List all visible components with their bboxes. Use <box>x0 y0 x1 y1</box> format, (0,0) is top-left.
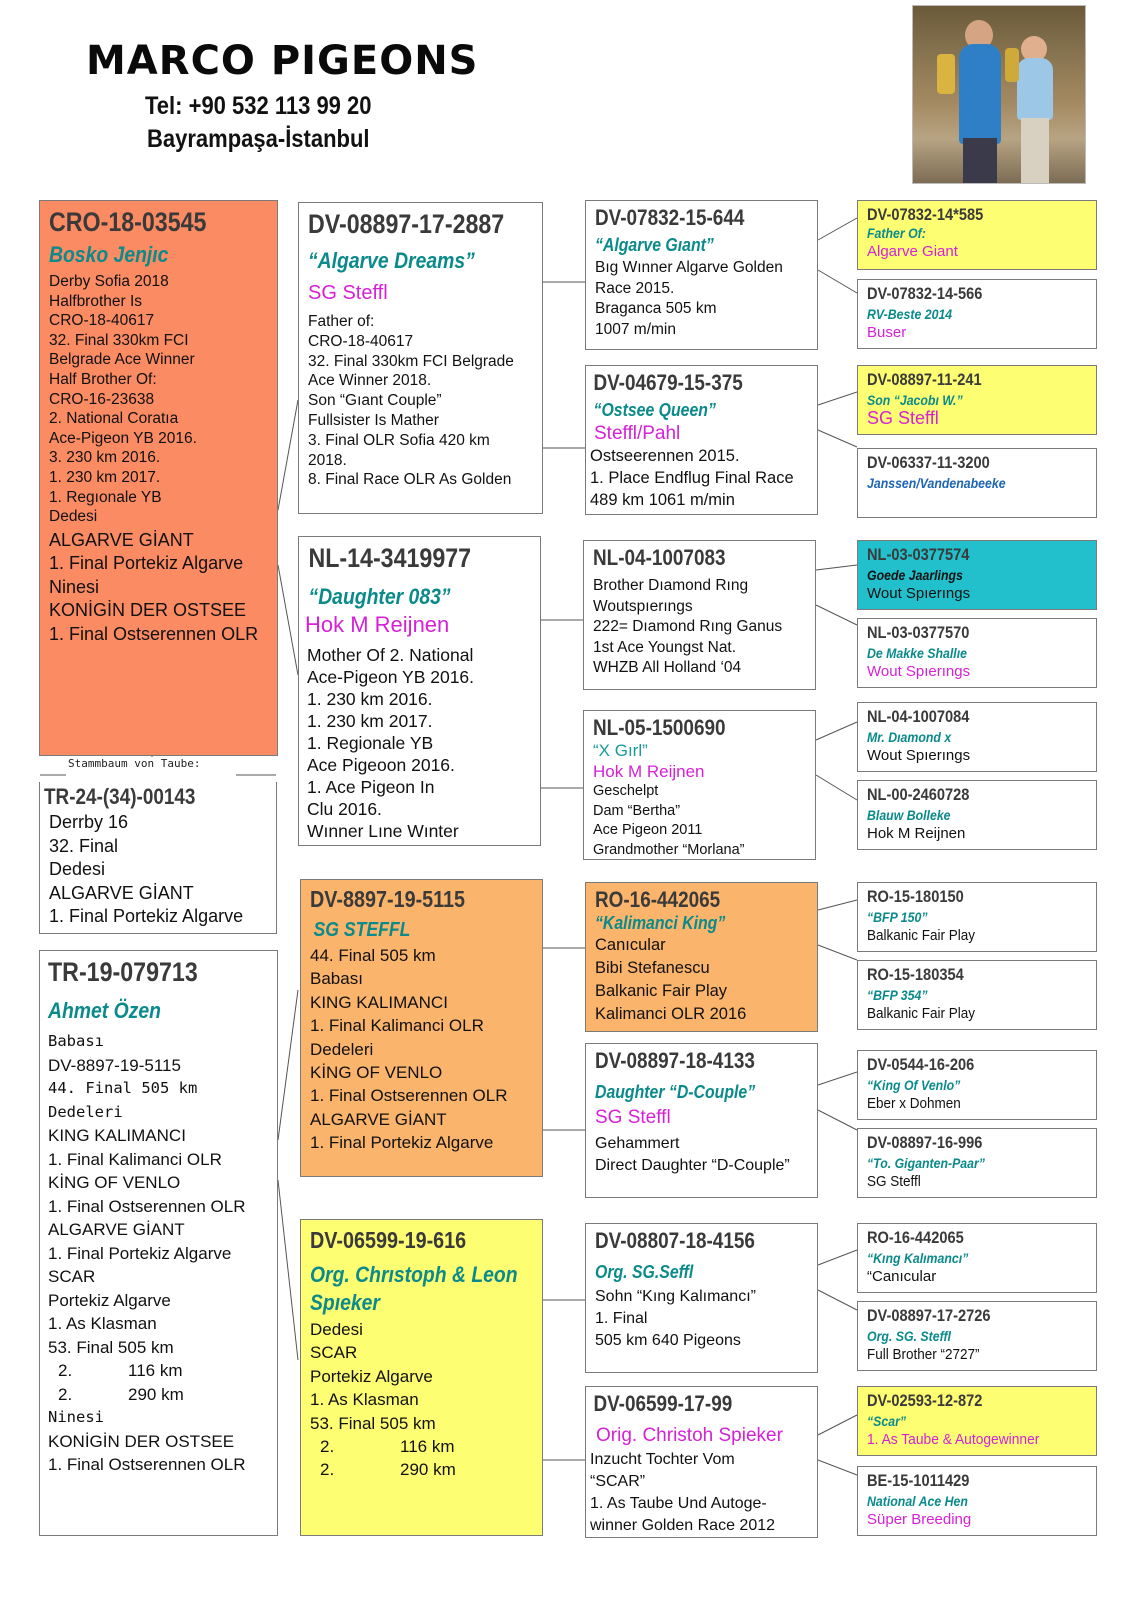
detail-line: KING KALIMANCI <box>48 1126 186 1145</box>
g2-details <box>595 1286 809 1352</box>
detail-line: 1. Place Endflug Final Race <box>590 469 794 487</box>
g2-box-8 <box>585 1386 818 1538</box>
detail-line: 1. Final Kalimanci OLR <box>310 1016 484 1036</box>
g3-ring: BE-15-1011429 <box>867 1471 970 1490</box>
result-row <box>310 1458 534 1481</box>
detail-line: KİNG OF VENLO <box>48 1173 181 1192</box>
g2-name: “X Gırl” <box>593 741 648 760</box>
detail-line: Clu 2016. <box>307 799 382 819</box>
detail-line: KİNG OF VENLO <box>310 1063 443 1083</box>
detail-line: KONİGİN DER OSTSEE <box>49 600 247 621</box>
g3-sub: Eber x Dohmen <box>867 1095 961 1112</box>
g2-ring: NL-04-1007083 <box>593 545 726 570</box>
distance: 290 km <box>400 1460 456 1480</box>
g2-details <box>595 258 809 340</box>
g3-ring: NL-03-0377570 <box>867 623 970 642</box>
g2-box-7 <box>585 1223 818 1373</box>
detail-line: 53. Final 505 km <box>310 1413 436 1433</box>
detail-line: Dedesi <box>310 1320 363 1339</box>
subject-details-2 <box>49 529 269 647</box>
page-title: MARCO PIGEONS <box>86 38 479 84</box>
sire-details <box>308 312 534 490</box>
detail-line: 1. 230 km 2017. <box>307 711 433 731</box>
g2-ring: RO-16-442065 <box>595 887 721 912</box>
detail-line: SCAR <box>310 1343 358 1363</box>
g3-ring: NL-03-0377574 <box>867 545 970 564</box>
sire2-ring: DV-8897-19-5115 <box>310 886 466 912</box>
g3-ring: DV-06337-11-3200 <box>867 453 990 472</box>
g3-name: “To. Giganten-Paar” <box>867 1155 985 1171</box>
rank: 2. <box>320 1460 335 1480</box>
g3-ring: RO-15-180150 <box>867 887 964 906</box>
detail-line: Race 2015. <box>595 279 675 297</box>
detail-line: Ninesi <box>49 576 100 597</box>
stammbaum-label: Stammbaum von Taube: <box>68 757 201 770</box>
detail-line: ALGARVE GİANT <box>48 1220 185 1239</box>
g3-box-8 <box>857 780 1097 850</box>
g3-name: Mr. Dıamond x <box>867 729 952 745</box>
detail-line: 1. Final Ostserennen OLR <box>48 1196 246 1216</box>
sire2-details <box>310 944 534 1155</box>
g2-breeder: Hok M Reijnen <box>593 762 705 781</box>
g3-sub: Wout Spıerıngs <box>867 747 971 764</box>
distance: 116 km <box>128 1361 183 1380</box>
g3-sub: SG Steffl <box>867 1173 921 1190</box>
g3-sub: Buser <box>867 324 907 341</box>
detail-line: Mother Of 2. National <box>307 645 474 665</box>
g2-details <box>590 445 809 511</box>
detail-line: Son “Gıant Couple” <box>308 392 442 410</box>
detail-line: 1. Final Ostserennen OLR <box>49 623 259 644</box>
detail-line: Kalimanci OLR 2016 <box>595 1005 747 1023</box>
g3-name: “King Of Venlo” <box>867 1077 961 1093</box>
g3-box-15 <box>857 1386 1097 1456</box>
g3-box-6 <box>857 618 1097 688</box>
detail-line: Belgrade Ace Winner <box>49 351 195 369</box>
detail-line: Derby Sofia 2018 <box>49 273 169 290</box>
dam-details <box>305 644 532 842</box>
g3-ring: RO-15-180354 <box>867 965 964 984</box>
g3-box-2 <box>857 279 1097 349</box>
detail-line: Grandmother “Morlana” <box>593 841 745 858</box>
g2-box-3 <box>583 540 816 690</box>
dam2-name-line1: Org. Chrıstoph & Leon <box>310 1262 518 1287</box>
g3-sub: Hok M Reijnen <box>867 825 966 842</box>
g3-box-3 <box>857 365 1097 435</box>
detail-line: Ace Winner 2018. <box>308 372 432 390</box>
detail-line: 2. National Coratıa <box>49 410 179 428</box>
detail-line: Gehammert <box>595 1135 680 1152</box>
detail-line: Portekiz Algarve <box>48 1290 171 1310</box>
g3-name: Janssen/Vandenabeeke <box>867 475 1006 491</box>
detail-line: 1. Regionale YB <box>307 733 434 753</box>
sire-name: “Algarve Dreams” <box>308 248 475 273</box>
g3-ring: RO-16-442065 <box>867 1228 964 1247</box>
g2-name: “Algarve Gıant” <box>595 235 714 255</box>
g3-box-11 <box>857 1050 1097 1120</box>
detail-line: 8. Final Race OLR As Golden <box>308 471 512 489</box>
detail-line: DV-8897-19-5115 <box>48 1055 181 1075</box>
detail-line: 1. Final Ostserennen OLR <box>310 1086 508 1106</box>
dam2-ring: DV-06599-19-616 <box>310 1227 467 1253</box>
g2-ring: DV-08807-18-4156 <box>595 1228 755 1253</box>
sire-box <box>298 202 543 514</box>
rank: 2. <box>320 1437 335 1457</box>
g3-name: “BFP 354” <box>867 987 928 1003</box>
rank: 2. <box>58 1361 73 1380</box>
detail-line: Ace-Pigeon YB 2016. <box>307 667 475 687</box>
detail-line: Brother Dıamond Rıng <box>593 577 749 594</box>
detail-line: Ace Pigeon 2011 <box>593 822 703 838</box>
g2-box-6 <box>585 1043 818 1198</box>
g2-ring: DV-04679-15-375 <box>593 370 743 395</box>
g3-name: “BFP 150” <box>867 909 928 925</box>
g2-ring: NL-05-1500690 <box>593 715 726 740</box>
distance: 116 km <box>400 1437 455 1457</box>
detail-line: KING KALIMANCI <box>310 992 448 1012</box>
sire2-box <box>300 879 543 1177</box>
detail-line: Ninesi <box>48 1408 104 1426</box>
detail-line: ALGARVE GİANT <box>49 529 194 550</box>
g2-name: “Ostsee Queen” <box>593 400 716 420</box>
detail-line: 222= Dıamond Rıng Ganus <box>593 618 783 635</box>
g2-details <box>593 782 807 860</box>
g3-sub: SG Steffl <box>867 408 939 428</box>
rank: 2. <box>58 1384 73 1404</box>
g3-sub: Süper Breeding <box>867 1511 972 1528</box>
dam-main-ring: TR-19-079713 <box>48 957 198 987</box>
g2-box-4 <box>583 710 816 860</box>
g2-name: “Kalimanci King” <box>595 913 726 933</box>
detail-line: Half Brother Of: <box>49 370 157 388</box>
g3-ring: NL-04-1007084 <box>867 707 970 726</box>
subject-box <box>39 200 278 756</box>
detail-line: SCAR <box>48 1267 96 1286</box>
detail-line: 3. Final OLR Sofia 420 km <box>308 431 490 449</box>
detail-line: Balkanic Fair Play <box>595 982 728 1000</box>
detail-line: 489 km 1061 m/min <box>590 491 735 509</box>
dam2-name-line2: Spıeker <box>310 1290 380 1315</box>
g3-box-10 <box>857 960 1097 1030</box>
detail-line: Father of: <box>308 313 375 330</box>
detail-line: 3. 230 km 2016. <box>49 449 161 467</box>
g2-details <box>595 934 809 1026</box>
g3-ring: DV-07832-14-566 <box>867 284 983 303</box>
detail-line: 1. 230 km 2016. <box>307 689 433 709</box>
detail-line: WHZB All Holland ‘04 <box>593 659 742 676</box>
g3-name: “Kıng Kalımancı” <box>867 1250 969 1266</box>
detail-line: 44. Final 505 km <box>310 946 436 965</box>
g3-ring: DV-02593-12-872 <box>867 1391 983 1410</box>
sire-ring: DV-08897-17-2887 <box>308 209 505 239</box>
detail-line: Babası <box>310 969 363 989</box>
g2-details <box>593 576 807 679</box>
g3-sub: “Canıcular <box>867 1268 937 1285</box>
detail-line: Braganca 505 km <box>595 300 717 317</box>
dam-main-details <box>48 1030 269 1477</box>
g3-ring: DV-08897-16-996 <box>867 1133 983 1152</box>
detail-line: 1. Final Portekiz Algarve <box>49 906 244 926</box>
detail-line: 1st Ace Youngst Nat. <box>593 638 737 656</box>
g3-name: Goede Jaarlings <box>867 567 963 583</box>
g3-ring: DV-08897-11-241 <box>867 370 982 389</box>
detail-line: Fullsister Is Mather <box>308 411 439 429</box>
detail-line: Portekiz Algarve <box>310 1366 433 1386</box>
g3-name: “Scar” <box>867 1413 907 1429</box>
detail-line: 2018. <box>308 451 347 469</box>
detail-line: Dedeleri <box>310 1039 374 1059</box>
location: Bayrampaşa-İstanbul <box>147 125 370 153</box>
g3-ring: DV-07832-14*585 <box>867 205 984 224</box>
detail-line: 1. As Klasman <box>310 1390 419 1410</box>
g3-sub: Algarve Giant <box>867 243 958 260</box>
detail-line: Bibi Stefanescu <box>595 959 710 977</box>
detail-line: 1. Final Ostserennen OLR <box>48 1455 246 1474</box>
subject-name: Bosko Jenjıc <box>49 242 169 267</box>
detail-line: 1. Ace Pigeon In <box>307 777 435 797</box>
dam2-details <box>310 1318 534 1482</box>
detail-line: Ace-Pigeon YB 2016. <box>49 429 197 447</box>
detail-line: Dedesi <box>49 859 106 879</box>
detail-line: 1. 230 km 2017. <box>49 468 161 486</box>
detail-line: 505 km 640 Pigeons <box>595 1332 741 1349</box>
detail-line: CRO-18-40617 <box>49 312 155 330</box>
g3-name: De Makke Shallıe <box>867 645 967 661</box>
g2-box-2 <box>585 365 818 515</box>
detail-line: Bıg Wınner Algarve Golden <box>595 259 783 276</box>
g3-sub: Balkanic Fair Play <box>867 1005 976 1022</box>
g3-name: Father Of: <box>867 225 926 241</box>
g3-box-1 <box>857 200 1097 270</box>
g3-ring: DV-08897-17-2726 <box>867 1306 991 1325</box>
detail-line: Dedesi <box>49 508 98 526</box>
detail-line: Inzucht Tochter Vom <box>590 1451 735 1468</box>
detail-line: 1. Final <box>595 1310 648 1327</box>
g2-details <box>595 1133 809 1177</box>
g3-ring: NL-00-2460728 <box>867 785 970 804</box>
detail-line: 32. Final <box>49 835 119 856</box>
g3-box-9 <box>857 882 1097 952</box>
stamm-details <box>44 811 268 929</box>
g3-ring: DV-0544-16-206 <box>867 1055 975 1074</box>
g2-breeder: Orig. Christoh Spieker <box>596 1425 783 1446</box>
g3-name: RV-Beste 2014 <box>867 306 953 322</box>
phone-number: Tel: +90 532 113 99 20 <box>145 92 372 120</box>
g2-name: Daughter “D-Couple” <box>595 1082 756 1102</box>
g2-ring: DV-06599-17-99 <box>593 1391 733 1416</box>
detail-line: Ostseerennen 2015. <box>590 447 740 465</box>
g3-sub: Full Brother “2727” <box>867 1346 980 1363</box>
g2-breeder: SG Steffl <box>595 1107 671 1128</box>
detail-line: 1007 m/min <box>595 320 676 338</box>
dam-ring: NL-14-3419977 <box>308 543 472 573</box>
detail-line: 1. Final Portekiz Algarve <box>310 1133 494 1153</box>
g3-box-7 <box>857 702 1097 772</box>
g3-name: Blauw Bolleke <box>867 807 951 823</box>
g3-name: Son “Jacobı W.” <box>867 392 963 408</box>
detail-line: 32. Final 330km FCI <box>49 331 189 349</box>
g3-sub: Wout Spıerıngs <box>867 663 971 680</box>
detail-line: Sohn “Kıng Kalımancı” <box>595 1288 756 1305</box>
detail-line: “SCAR” <box>590 1473 646 1490</box>
stamm-box <box>39 782 277 934</box>
distance: 290 km <box>128 1384 184 1404</box>
g3-name: National Ace Hen <box>867 1493 968 1509</box>
g3-box-14 <box>857 1301 1097 1371</box>
detail-line: 1. As Taube Und Autoge- <box>590 1495 767 1512</box>
detail-line: Dedeleri <box>48 1102 123 1121</box>
g2-breeder: Steffl/Pahl <box>594 423 681 444</box>
g3-sub: Wout Spıerıngs <box>867 585 971 602</box>
dam-main-name: Ahmet Özen <box>48 998 161 1023</box>
g3-box-4 <box>857 448 1097 518</box>
detail-line: CRO-18-40617 <box>308 332 414 350</box>
detail-line: 1. As Klasman <box>48 1314 157 1333</box>
detail-line: 1. Regıonale YB <box>49 488 162 506</box>
sire-breeder: SG Steffl <box>308 282 388 304</box>
subject-ring: CRO-18-03545 <box>49 207 207 237</box>
result-row <box>48 1359 269 1383</box>
detail-line: Ace Pigeoon 2016. <box>307 755 455 775</box>
g3-box-13 <box>857 1223 1097 1293</box>
dam-box <box>298 536 541 846</box>
dam-name: “Daughter 083” <box>308 584 451 609</box>
detail-line: Halfbrother Is <box>49 292 143 310</box>
detail-line: Canıcular <box>595 936 666 954</box>
detail-line: 32. Final 330km FCI Belgrade <box>308 352 514 370</box>
detail-line: winner Golden Race 2012 <box>590 1517 776 1534</box>
detail-line: ALGARVE GİANT <box>310 1109 447 1129</box>
detail-line: ALGARVE GİANT <box>49 882 194 903</box>
detail-line: 53. Final 505 km <box>48 1337 174 1357</box>
sire2-name: SG STEFFL <box>313 919 411 941</box>
g3-sub: 1. As Taube & Autogewinner <box>867 1431 1040 1448</box>
g3-name: Org. SG. Steffl <box>867 1328 951 1344</box>
dam-main-box <box>39 950 278 1536</box>
g3-box-5 <box>857 540 1097 610</box>
stamm-ring: TR-24-(34)-00143 <box>44 784 196 809</box>
detail-line: KONİGİN DER OSTSEE <box>48 1431 235 1451</box>
g2-details <box>590 1449 809 1537</box>
result-row <box>48 1383 269 1407</box>
g2-ring: DV-08897-18-4133 <box>595 1048 755 1073</box>
detail-line: CRO-16-23638 <box>49 390 155 408</box>
detail-line: 1. Final Portekiz Algarve <box>48 1243 232 1263</box>
detail-line: 1. Final Portekiz Algarve <box>49 553 244 574</box>
result-row <box>310 1435 534 1458</box>
detail-line: Babası <box>48 1032 104 1050</box>
detail-line: Derrby 16 <box>49 812 129 832</box>
g3-box-16 <box>857 1466 1097 1536</box>
g3-sub: Balkanic Fair Play <box>867 927 976 944</box>
g2-ring: DV-07832-15-644 <box>595 205 745 230</box>
dam2-box <box>300 1219 543 1536</box>
g2-box-5 <box>585 882 818 1032</box>
detail-line: Geschelpt <box>593 783 659 799</box>
dam-breeder: Hok M Reijnen <box>305 612 450 637</box>
detail-line: Woutspıerıngs <box>593 597 693 615</box>
detail-line: Dam “Bertha” <box>593 802 681 819</box>
g3-box-12 <box>857 1128 1097 1198</box>
detail-line: 44. Final 505 km <box>48 1079 198 1097</box>
subject-details <box>49 272 269 527</box>
g2-box-1 <box>585 200 818 350</box>
detail-line: Wınner Lıne Wınter <box>307 821 459 841</box>
detail-line: 1. Final Kalimanci OLR <box>48 1149 222 1169</box>
g2-name: Org. SG.Seffl <box>595 1262 694 1282</box>
detail-line: Direct Daughter “D-Couple” <box>595 1157 790 1174</box>
